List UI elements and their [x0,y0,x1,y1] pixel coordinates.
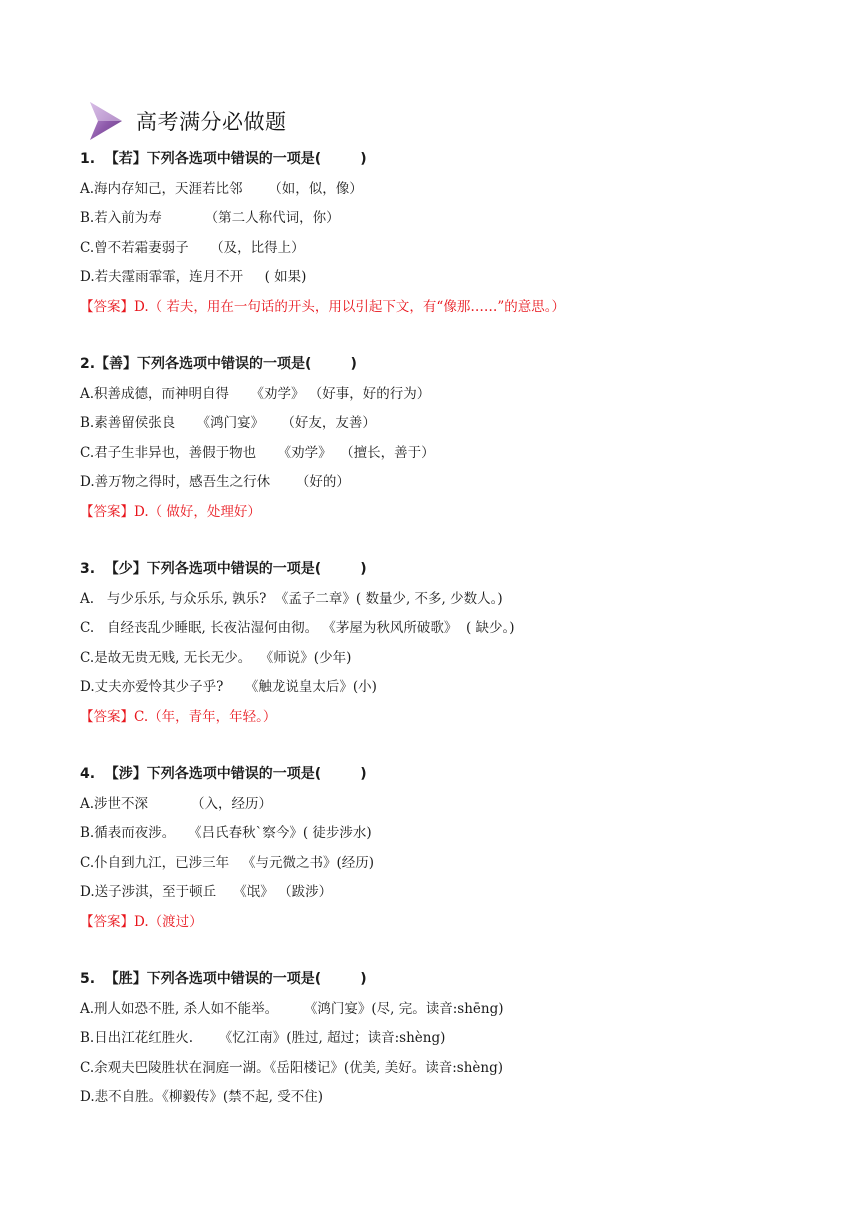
question-list [80,145,800,1141]
answer-text: 【答案】C.（年，青年，年轻。） [80,708,277,725]
option-c: C.仆自到九江，已涉三年 《与元微之书》(经历) [80,854,375,871]
option-b: B.素善留侯张良 《鸿门宴》 （好友，友善） [80,415,376,431]
section-title: 高考满分必做题 [136,110,287,134]
question-item [80,555,800,732]
chevron-arrow-icon [84,100,126,142]
option-c: C.是故无贵无贱, 无长无少。 《师说》(少年) [80,649,352,666]
option-c: C.君子生非异也，善假于物也 《劝学》 （擅长，善于） [80,444,435,461]
question-title: 5. 【胜】下列各选项中错误的一项是( ) [80,971,367,987]
option-a: A.积善成德，而神明自得 《劝学》 （好事，好的行为） [80,385,431,402]
option-b: B.若入前为寿 （第二人称代词，你） [80,210,340,226]
question-title: 4. 【涉】下列各选项中错误的一项是( ) [80,766,367,782]
option-d: D.丈夫亦爱怜其少子乎? 《触龙说皇太后》(小) [80,679,377,695]
option-d: D.悲不自胜。《柳毅传》(禁不起, 受不住) [80,1089,323,1105]
option-b: C. 自经丧乱少睡眠, 长夜沾湿何由彻。 《茅屋为秋风所破歌》 ( 缺少。) [80,620,515,636]
section-header [84,100,287,142]
question-title: 2.【善】下列各选项中错误的一项是( ) [80,356,357,372]
option-b: B.日出江花红胜火. 《忆江南》(胜过, 超过；读音:shèng) [80,1030,446,1046]
question-title: 3. 【少】下列各选项中错误的一项是( ) [80,561,367,577]
option-d: D.若夫霪雨霏霏，连月不开 ( 如果) [80,269,307,285]
option-d: D.善万物之得时，感吾生之行休 （好的） [80,474,350,490]
question-item [80,760,800,937]
question-item [80,145,800,322]
option-a: A.涉世不深 （入，经历） [80,795,272,812]
answer-text: 【答案】D.（ 做好，处理好） [80,503,261,520]
option-a: A.海内存知己，天涯若比邻 （如，似，像） [80,180,363,197]
question-item [80,350,800,527]
option-c: C.余观夫巴陵胜状在洞庭一湖。《岳阳楼记》(优美, 美好。读音:shèng) [80,1059,504,1076]
answer-text: 【答案】D.（渡过） [80,913,203,930]
option-d: D.送子涉淇，至于顿丘 《氓》 （跋涉） [80,884,333,900]
option-a: A. 与少乐乐, 与众乐乐, 孰乐? 《孟子二章》( 数量少, 不多, 少数人。) [80,590,503,607]
option-a: A.刑人如恐不胜, 杀人如不能举。 《鸿门宴》(尽, 完。读音:shēng) [80,1000,504,1017]
question-item [80,965,800,1113]
option-c: C.曾不若霜妻弱子 （及，比得上） [80,239,305,256]
question-title: 1. 【若】下列各选项中错误的一项是( ) [80,151,367,167]
option-b: B.循表而夜涉。 《吕氏春秋`察今》( 徒步涉水) [80,825,372,841]
answer-text: 【答案】D.（ 若夫，用在一句话的开头，用以引起下文，有“像那……”的意思。） [80,298,565,315]
